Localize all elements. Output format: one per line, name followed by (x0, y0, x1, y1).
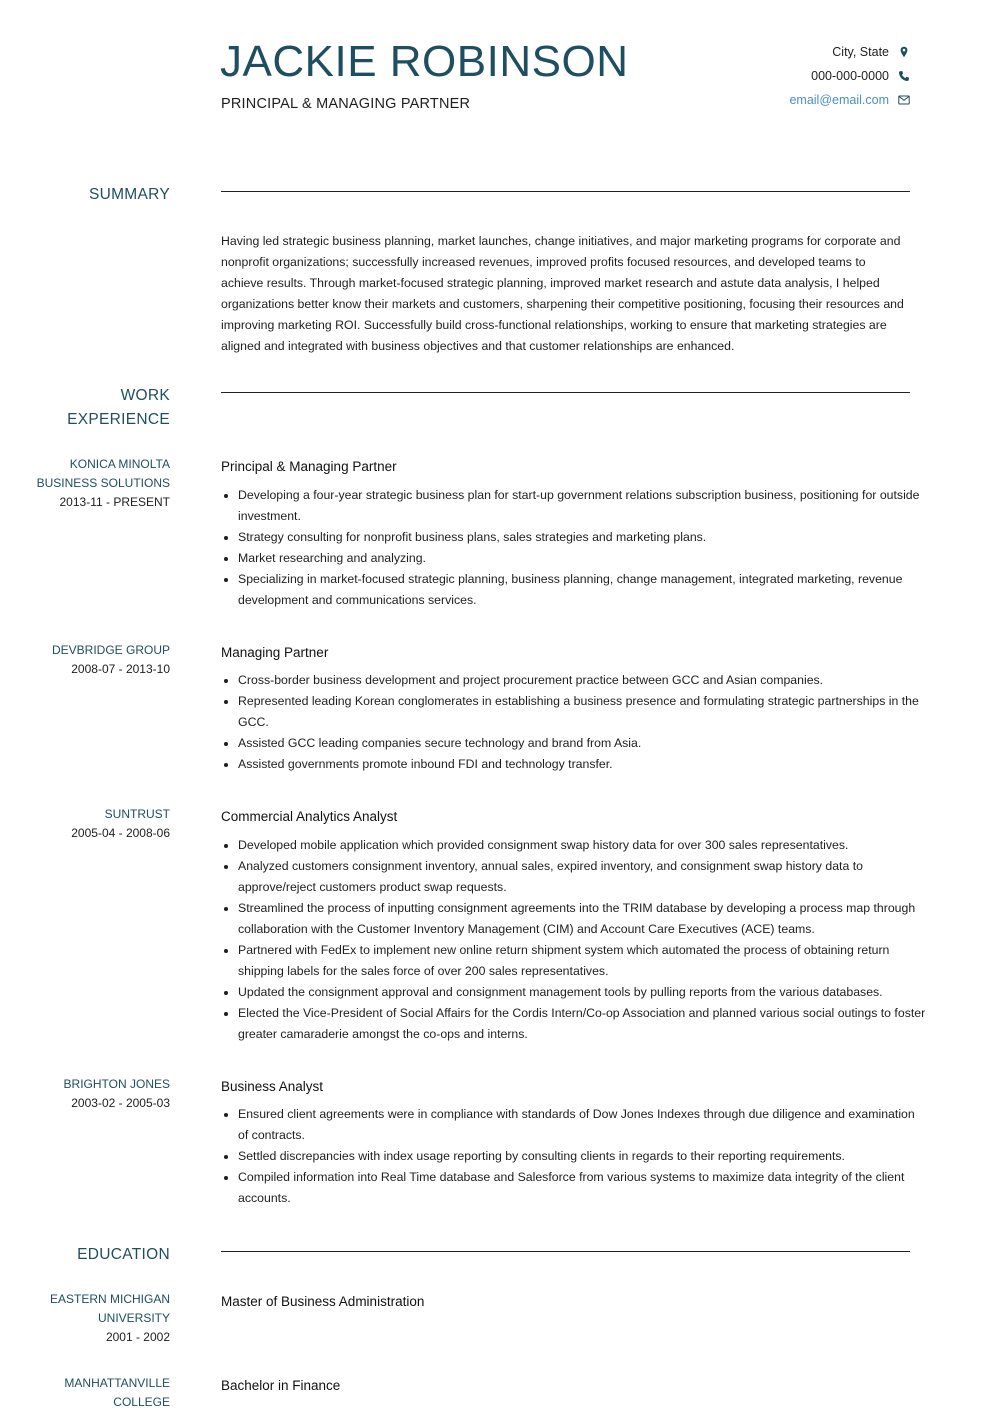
list-item: • Strategy consulting for nonprofit business plans, sales strategies and marketing plans. (238, 527, 928, 548)
school-name-cont: UNIVERSITY (97, 1311, 170, 1325)
degree-title: Bachelor in Finance (221, 1378, 341, 1393)
school-dates: 2001 - 2002 (105, 1330, 170, 1344)
list-item: • Assisted GCC leading companies secure technology and brand from Asia. (238, 733, 928, 754)
candidate-title: PRINCIPAL & MANAGING PARTNER (221, 96, 471, 112)
school-name: MANHATTANVILLE (64, 1376, 170, 1390)
list-item: • Cross-border business development and project procurement practice between GCC and Asian companies. (238, 670, 928, 691)
company-name: DEVBRIDGE GROUP (51, 643, 170, 657)
job-dates: 2008-07 - 2013-10 (71, 662, 170, 676)
phone-icon (898, 70, 910, 82)
job-dates: 2013-11 - PRESENT (59, 495, 170, 509)
phone-text: 000-000-0000 (811, 69, 889, 83)
job-meta (37, 455, 170, 512)
list-item: • Ensured client agreements were in compliance with standards of Dow Jones Indexes through due diligence and examination of contracts. (238, 1104, 928, 1146)
summary-text: Having led strategic business planning, market launches, change initiatives, and major marketing programs for corporate and nonprofit organizations; successfully increased revenues, improved profits focused resources, and developed teams to achieve results. Through market-focused strategic planning, improved market research and astute data analysis, I helped organizations better know their markets and customers, sharpening their competitive positioning, focusing their resources and improving marketing ROI. Successfully build cross-functional relationships, working to ensure that marketing strategies are aligned and integrated with business objectives and that customer relationships are enhanced. (221, 234, 904, 353)
list-item: • Streamlined the process of inputting consignment agreements into the TRIM database by developing a process map through collaboration with the Customer Inventory Management (CIM) and Account Care Executives (ACE) teams. (238, 898, 928, 940)
job-bullets (221, 835, 928, 1045)
job-dates: 2005-04 - 2008-06 (71, 826, 170, 840)
experience-heading (67, 384, 170, 432)
list-item: • Settled discrepancies with index usage reporting by consulting clients in regards to their reporting requirements. (238, 1146, 928, 1167)
list-item: • Elected the Vice-President of Social Affairs for the Cordis Intern/Co-op Association and planned various social outings to foster greater camaraderie amongst the co-ops and interns. (238, 1003, 928, 1045)
company-name: SUNTRUST (104, 807, 170, 821)
job-role: Commercial Analytics Analyst (221, 809, 398, 824)
company-name: KONICA MINOLTA (69, 457, 170, 471)
list-item: • Assisted governments promote inbound FDI and technology transfer. (238, 754, 928, 775)
list-item: • Developing a four-year strategic business plan for start-up government relations subscription business, positioning for outside investment. (238, 485, 928, 527)
education-heading: EDUCATION (77, 1246, 170, 1263)
list-item: • Analyzed customers consignment inventory, annual sales, expired inventory, and consignment swap history data to approve/reject customers product swap requests. (238, 856, 928, 898)
list-item: • Represented leading Korean conglomerates in establishing a business presence and formulating strategic partnerships in the GCC. (238, 691, 928, 733)
summary-heading: SUMMARY (88, 186, 170, 203)
job-role: Business Analyst (221, 1079, 324, 1094)
email-link[interactable]: email@email.com (789, 93, 889, 107)
map-pin-icon (898, 46, 910, 58)
experience-heading-line1: WORK (120, 387, 170, 404)
contact-location (832, 43, 910, 61)
job-dates: 2003-02 - 2005-03 (71, 1096, 170, 1110)
contact-phone (811, 67, 910, 85)
location-text: City, State (832, 45, 889, 59)
envelope-icon (898, 94, 910, 106)
list-item: • Compiled information into Real Time database and Salesforce from various systems to maximize data integrity of the client accounts. (238, 1167, 928, 1209)
summary-divider (221, 191, 910, 192)
education-divider (221, 1251, 910, 1252)
job-meta (52, 641, 170, 679)
candidate-name: JACKIE ROBINSON (220, 37, 629, 86)
job-role: Managing Partner (221, 645, 329, 660)
school-meta (64, 1374, 170, 1412)
degree-title: Master of Business Administration (221, 1294, 425, 1309)
job-meta (64, 1075, 170, 1113)
school-name-cont: COLLEGE (113, 1395, 170, 1409)
company-name-cont: BUSINESS SOLUTIONS (36, 476, 170, 490)
company-name: BRIGHTON JONES (63, 1077, 170, 1091)
list-item: • Updated the consignment approval and consignment management tools by pulling reports from the various databases. (238, 982, 928, 1003)
job-bullets (221, 670, 928, 775)
list-item: • Partnered with FedEx to implement new online return shipment system which automated the process of obtaining return shipping labels for the sales force of over 200 sales representatives. (238, 940, 928, 982)
job-role: Principal & Managing Partner (221, 459, 397, 474)
job-meta (71, 805, 170, 843)
contact-email[interactable] (789, 91, 910, 109)
school-meta (50, 1290, 170, 1347)
experience-heading-line2: EXPERIENCE (67, 411, 170, 428)
experience-divider (221, 392, 910, 393)
job-bullets (221, 1104, 928, 1209)
list-item: • Specializing in market-focused strategic planning, business planning, change management, integrated marketing, revenue development and communications services. (238, 569, 928, 611)
list-item: • Market researching and analyzing. (238, 548, 928, 569)
school-name: EASTERN MICHIGAN (49, 1292, 170, 1306)
list-item: • Developed mobile application which provided consignment swap history data for over 300 sales representatives. (238, 835, 928, 856)
job-bullets (221, 485, 928, 611)
